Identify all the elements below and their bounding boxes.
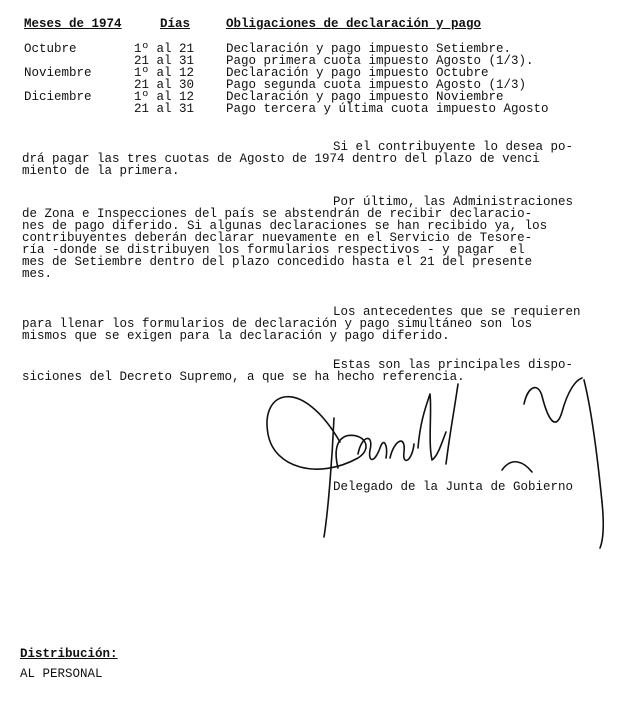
text-line: miento de la primera. [22,164,180,178]
header-months: Meses de 1974 [24,17,122,31]
row-days: 21 al 30 [134,78,195,92]
text-line: de Zona e Inspecciones del país se abstendrán de recibir declaracio- [22,207,533,221]
row-obligation: Declaración y pago impuesto Octubre [226,66,489,80]
row-days: 21 al 31 [134,102,195,116]
row-month: Noviembre [24,66,92,80]
text-line: siciones del Decreto Supremo, a que se ha hecho referencia. [22,370,465,384]
text-line: drá pagar las tres cuotas de Agosto de 1974 dentro del plazo de venci [22,152,540,166]
distribution-recipient: AL PERSONAL [20,667,103,681]
text-line: Por último, las Administraciones [333,195,574,209]
header-obligations: Obligaciones de declaración y pago [226,17,482,31]
row-month: Diciembre [24,90,92,104]
text-line: ría -donde se distribuyen los formularios respectivos - y pagar el [22,243,525,257]
text-line: mes de Setiembre dentro del plazo concedido hasta el 21 del presente [22,255,533,269]
row-days: 1º al 12 [134,90,195,104]
text-line: mes. [22,267,53,281]
signature-image [262,372,612,550]
row-month: Octubre [24,42,77,56]
text-line: para llenar los formularios de declaración y pago simultáneo son los [22,317,533,331]
row-days: 1º al 21 [134,42,195,56]
text-line: Estas son las principales dispo- [333,358,574,372]
signatory-title: Delegado de la Junta de Gobierno [333,480,574,494]
text-line: contribuyentes deberán declarar nuevamente en el Servicio de Tesore- [22,231,533,245]
text-line: nes de pago diferido. Si algunas declaraciones se han recibido ya, los [22,219,548,233]
row-obligation: Pago segunda cuota impuesto Agosto (1/3) [226,78,527,92]
row-obligation: Pago primera cuota impuesto Agosto (1/3). [226,54,534,68]
row-obligation: Declaración y pago impuesto Noviembre [226,90,504,104]
text-line: mismos que se exigen para la declaración y pago diferido. [22,329,450,343]
distribution-label: Distribución: [20,647,118,661]
header-days: Días [160,17,191,31]
row-obligation: Pago tercera y última cuota impuesto Agosto [226,102,549,116]
text-line: Si el contribuyente lo desea po- [333,140,574,154]
row-obligation: Declaración y pago impuesto Setiembre. [226,42,512,56]
row-days: 21 al 31 [134,54,195,68]
row-days: 1º al 12 [134,66,195,80]
text-line: Los antecedentes que se requieren [333,305,581,319]
